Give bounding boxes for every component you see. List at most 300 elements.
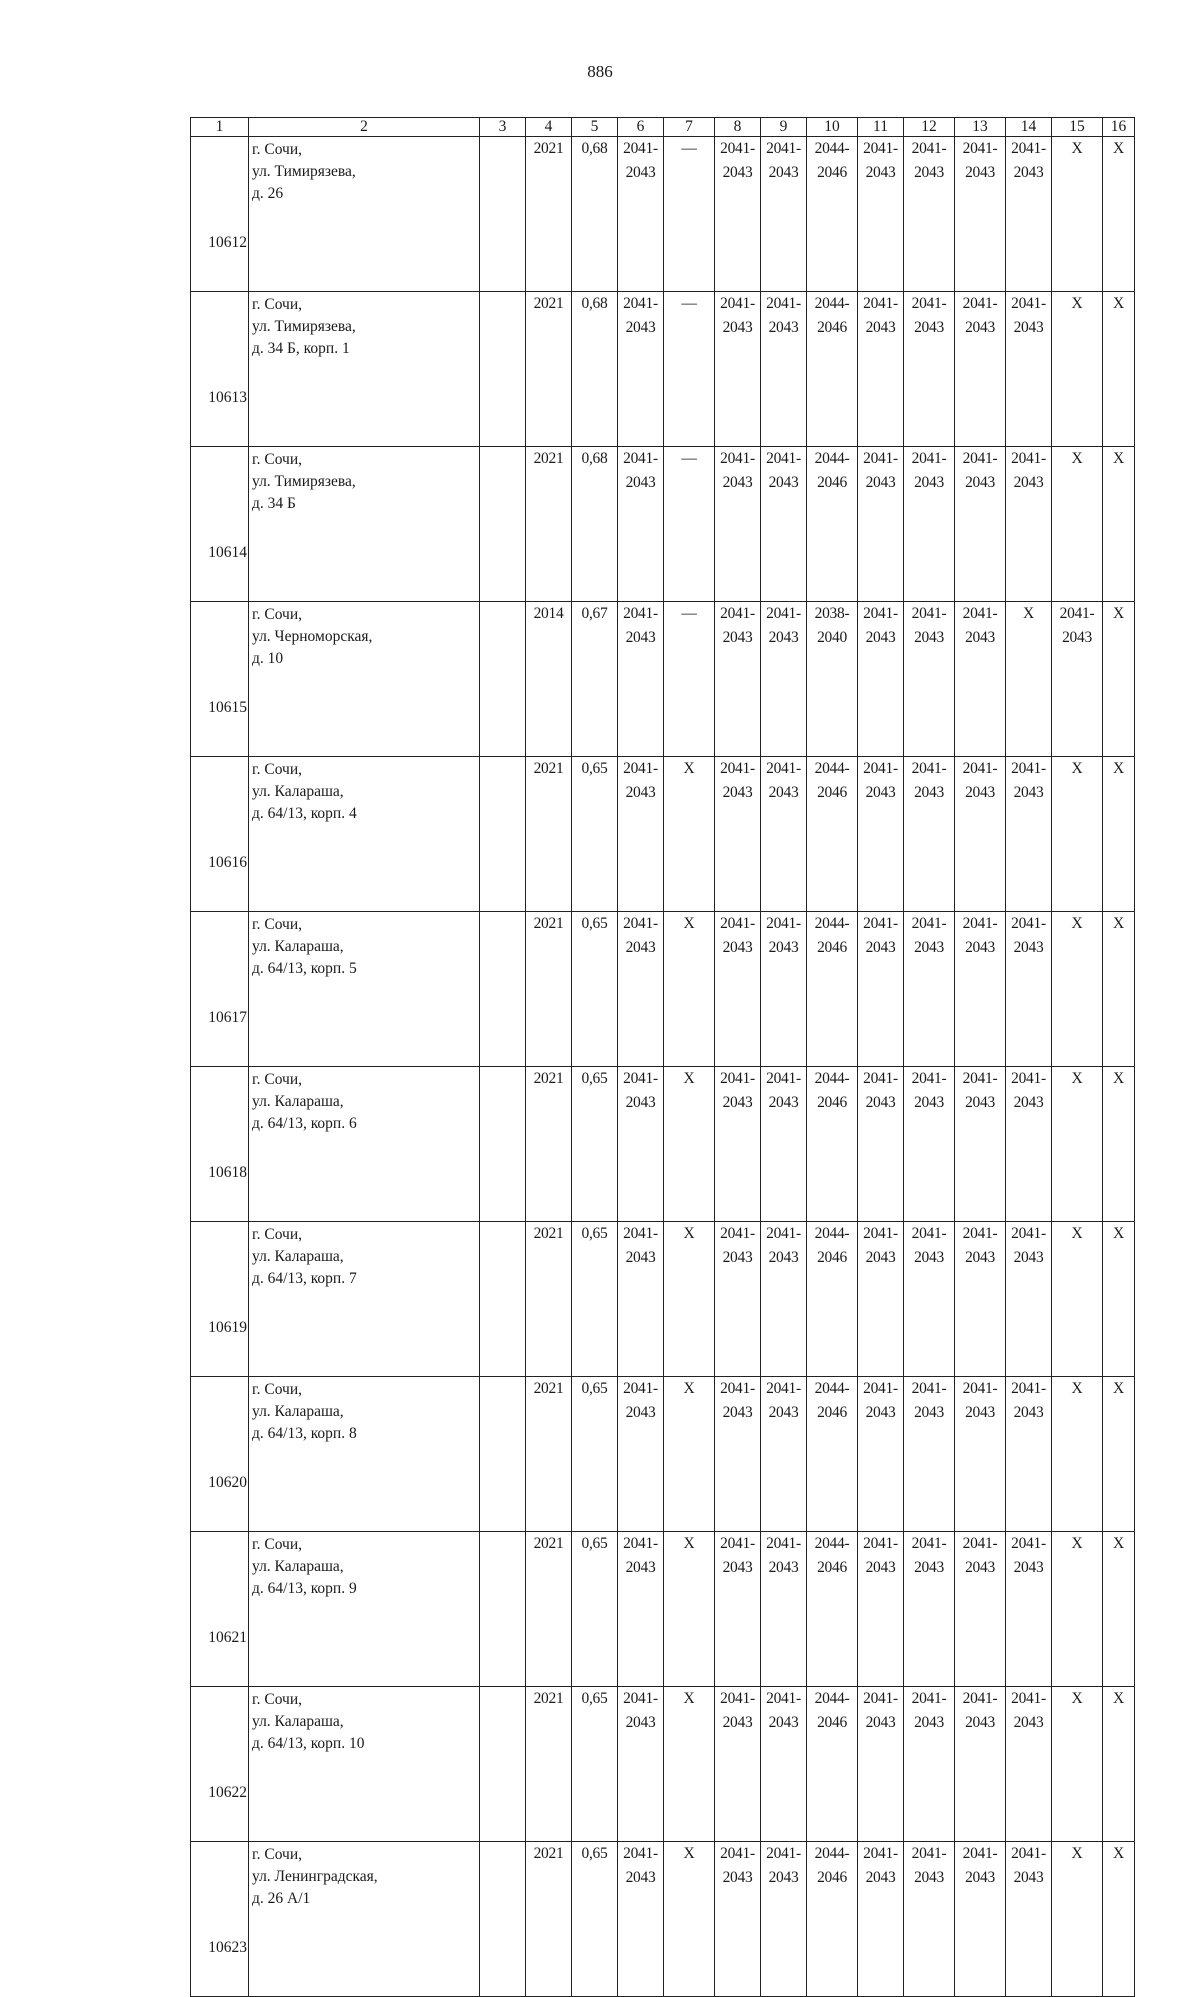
cell-col-7: X xyxy=(664,1687,715,1842)
cell-line: 2041- xyxy=(962,915,998,932)
cell-line: 2043 xyxy=(768,1094,799,1111)
cell-line: X xyxy=(1071,1070,1083,1087)
cell-line: 2043 xyxy=(865,1869,896,1886)
cell-col-16: X xyxy=(1103,1222,1135,1377)
row-number-cell: 10623 xyxy=(191,1842,249,1997)
cell-col-9 xyxy=(761,602,807,757)
cell-col-12 xyxy=(904,292,955,447)
column-header-13: 13 xyxy=(955,118,1006,137)
cell-line: 2041- xyxy=(863,1535,898,1552)
address-cell xyxy=(249,602,480,757)
address-cell xyxy=(249,1842,480,1997)
table-row xyxy=(191,447,1135,602)
cell-line: 2041- xyxy=(911,295,947,312)
cell-col-8 xyxy=(715,912,761,1067)
cell-col-3 xyxy=(480,1687,526,1842)
cell-line: 2041- xyxy=(863,760,898,777)
address-line: г. Сочи, xyxy=(252,141,303,158)
address-line: ул. Калараша, xyxy=(252,1713,344,1730)
cell-line: 2043 xyxy=(914,474,944,491)
address-line: г. Сочи, xyxy=(252,1846,303,1863)
cell-line: 2043 xyxy=(768,1249,799,1266)
cell-col-6 xyxy=(618,912,664,1067)
cell-col-13 xyxy=(955,1222,1006,1377)
cell-col-5: 0,65 xyxy=(572,912,618,1067)
cell-col-10 xyxy=(807,447,858,602)
cell-col-4: 2021 xyxy=(526,447,572,602)
address-line: д. 64/13, корп. 10 xyxy=(252,1735,365,1752)
cell-col-8 xyxy=(715,1377,761,1532)
cell-line: X xyxy=(1071,1535,1083,1552)
cell-line: 2043 xyxy=(865,1249,896,1266)
cell-col-8 xyxy=(715,1067,761,1222)
cell-line: 2046 xyxy=(817,164,847,181)
address-line: г. Сочи, xyxy=(252,1536,303,1553)
cell-line: 2043 xyxy=(865,629,896,646)
table-row xyxy=(191,292,1135,447)
cell-line: 2041- xyxy=(720,1690,755,1707)
cell-col-5: 0,68 xyxy=(572,137,618,292)
cell-line: 2043 xyxy=(965,1869,995,1886)
cell-col-7: — xyxy=(664,602,715,757)
cell-line: 2043 xyxy=(722,474,753,491)
cell-line: 2041- xyxy=(766,605,801,622)
cell-col-16: X xyxy=(1103,1067,1135,1222)
cell-col-6 xyxy=(618,1842,664,1997)
cell-line: 2043 xyxy=(965,474,995,491)
cell-col-13 xyxy=(955,912,1006,1067)
cell-line: 2043 xyxy=(722,1404,753,1421)
cell-col-12 xyxy=(904,1377,955,1532)
cell-line: 2041- xyxy=(720,605,755,622)
cell-line: 2041- xyxy=(962,605,998,622)
cell-col-9 xyxy=(761,1377,807,1532)
cell-col-7: X xyxy=(664,1067,715,1222)
cell-col-4: 2021 xyxy=(526,1687,572,1842)
address-line: д. 64/13, корп. 7 xyxy=(252,1270,357,1287)
cell-line: X xyxy=(1071,1845,1083,1862)
cell-col-8 xyxy=(715,1687,761,1842)
cell-col-9 xyxy=(761,1532,807,1687)
cell-line: 2041- xyxy=(911,915,947,932)
cell-col-8 xyxy=(715,757,761,912)
cell-line: 2041- xyxy=(1059,605,1095,622)
cell-col-6 xyxy=(618,1067,664,1222)
cell-line: X xyxy=(1071,450,1083,467)
cell-line: X xyxy=(1071,1690,1083,1707)
cell-line: 2043 xyxy=(1013,939,1044,956)
cell-line: 2043 xyxy=(914,1869,944,1886)
cell-line: 2041- xyxy=(623,605,658,622)
cell-col-11 xyxy=(858,1067,904,1222)
cell-line: 2041- xyxy=(911,1070,947,1087)
column-header-8: 8 xyxy=(715,118,761,137)
address-line: д. 64/13, корп. 9 xyxy=(252,1580,357,1597)
table-body xyxy=(191,137,1135,1997)
cell-line: 2041- xyxy=(720,1380,755,1397)
cell-col-16: X xyxy=(1103,757,1135,912)
table-row xyxy=(191,602,1135,757)
row-number-cell: 10618 xyxy=(191,1067,249,1222)
cell-line: 2041- xyxy=(1011,760,1046,777)
cell-col-14 xyxy=(1006,292,1052,447)
cell-col-14 xyxy=(1006,137,1052,292)
cell-col-10 xyxy=(807,1532,858,1687)
row-number-cell: 10616 xyxy=(191,757,249,912)
cell-line: 2041- xyxy=(863,140,898,157)
cell-line: 2041- xyxy=(962,1380,998,1397)
address-line: ул. Калараша, xyxy=(252,1248,344,1265)
cell-line: 2046 xyxy=(817,1559,847,1576)
cell-line: 2041- xyxy=(623,1690,658,1707)
cell-line: 2041- xyxy=(1011,140,1046,157)
cell-line: 2041- xyxy=(623,140,658,157)
cell-col-8 xyxy=(715,1842,761,1997)
page-number: 886 xyxy=(587,62,613,81)
cell-line: 2041- xyxy=(863,1070,898,1087)
cell-line: 2043 xyxy=(1013,1714,1044,1731)
cell-line: 2041- xyxy=(623,1845,658,1862)
cell-col-11 xyxy=(858,292,904,447)
cell-col-12 xyxy=(904,1067,955,1222)
cell-col-6 xyxy=(618,602,664,757)
cell-col-7: — xyxy=(664,447,715,602)
cell-col-4: 2014 xyxy=(526,602,572,757)
column-number-row xyxy=(191,118,1135,137)
table-row xyxy=(191,1067,1135,1222)
cell-col-15 xyxy=(1052,1842,1103,1997)
address-line: д. 64/13, корп. 4 xyxy=(252,805,357,822)
cell-line: 2044- xyxy=(814,915,850,932)
cell-line: 2041- xyxy=(720,915,755,932)
cell-col-6 xyxy=(618,137,664,292)
cell-col-6 xyxy=(618,292,664,447)
cell-col-16: X xyxy=(1103,912,1135,1067)
cell-line: 2043 xyxy=(625,939,656,956)
address-line: ул. Калараша, xyxy=(252,938,344,955)
cell-line: 2046 xyxy=(817,1869,847,1886)
row-number-cell: 10620 xyxy=(191,1377,249,1532)
cell-line: 2041- xyxy=(911,760,947,777)
cell-line: 2044- xyxy=(814,450,850,467)
address-line: д. 34 Б, корп. 1 xyxy=(252,340,350,357)
cell-line: 2041- xyxy=(1011,1070,1046,1087)
cell-col-3 xyxy=(480,1377,526,1532)
cell-col-10 xyxy=(807,912,858,1067)
cell-col-3 xyxy=(480,757,526,912)
cell-line: 2044- xyxy=(814,1070,850,1087)
table-row xyxy=(191,137,1135,292)
cell-line: 2041- xyxy=(863,450,898,467)
cell-col-12 xyxy=(904,1842,955,1997)
cell-line: 2043 xyxy=(965,1404,995,1421)
cell-col-6 xyxy=(618,757,664,912)
cell-line: 2043 xyxy=(965,1714,995,1731)
cell-col-16: X xyxy=(1103,447,1135,602)
cell-col-13 xyxy=(955,292,1006,447)
cell-col-3 xyxy=(480,1842,526,1997)
cell-col-13 xyxy=(955,1842,1006,1997)
cell-col-12 xyxy=(904,1222,955,1377)
cell-line: 2043 xyxy=(768,164,799,181)
cell-col-8 xyxy=(715,602,761,757)
address-cell xyxy=(249,757,480,912)
cell-line: 2044- xyxy=(814,760,850,777)
cell-col-9 xyxy=(761,757,807,912)
cell-col-4: 2021 xyxy=(526,1532,572,1687)
address-cell xyxy=(249,1532,480,1687)
address-cell xyxy=(249,1377,480,1532)
cell-line: 2041- xyxy=(962,760,998,777)
cell-line: 2043 xyxy=(625,1714,656,1731)
cell-col-11 xyxy=(858,1532,904,1687)
cell-line: 2041- xyxy=(962,295,998,312)
cell-col-15 xyxy=(1052,292,1103,447)
cell-col-9 xyxy=(761,1687,807,1842)
address-line: г. Сочи, xyxy=(252,451,303,468)
cell-line: 2043 xyxy=(965,319,995,336)
cell-line: 2046 xyxy=(817,1404,847,1421)
cell-col-5: 0,67 xyxy=(572,602,618,757)
cell-col-11 xyxy=(858,447,904,602)
cell-line: X xyxy=(1023,605,1034,622)
cell-line: 2046 xyxy=(817,1094,847,1111)
cell-col-14 xyxy=(1006,1842,1052,1997)
cell-col-5: 0,65 xyxy=(572,1842,618,1997)
cell-line: 2041- xyxy=(766,140,801,157)
cell-col-15 xyxy=(1052,602,1103,757)
cell-line: 2041- xyxy=(623,1380,658,1397)
cell-line: 2041- xyxy=(911,1845,947,1862)
cell-line: 2041- xyxy=(766,1225,801,1242)
row-number-cell: 10619 xyxy=(191,1222,249,1377)
cell-col-15 xyxy=(1052,757,1103,912)
cell-line: 2041- xyxy=(863,1690,898,1707)
cell-col-11 xyxy=(858,757,904,912)
cell-line: 2043 xyxy=(1013,319,1044,336)
address-line: ул. Черноморская, xyxy=(252,628,373,645)
cell-col-13 xyxy=(955,137,1006,292)
cell-line: 2043 xyxy=(1062,629,1092,646)
cell-col-12 xyxy=(904,137,955,292)
cell-col-7: X xyxy=(664,1532,715,1687)
cell-line: 2043 xyxy=(722,1869,753,1886)
cell-col-8 xyxy=(715,292,761,447)
cell-line: 2041- xyxy=(766,760,801,777)
cell-col-12 xyxy=(904,912,955,1067)
cell-col-6 xyxy=(618,1377,664,1532)
cell-col-4: 2021 xyxy=(526,1842,572,1997)
cell-col-14 xyxy=(1006,1687,1052,1842)
address-line: ул. Тимирязева, xyxy=(252,473,356,490)
cell-col-7: X xyxy=(664,1377,715,1532)
cell-col-6 xyxy=(618,1222,664,1377)
cell-line: 2044- xyxy=(814,1535,850,1552)
address-line: г. Сочи, xyxy=(252,1226,303,1243)
cell-line: 2041- xyxy=(962,1225,998,1242)
cell-line: 2043 xyxy=(965,1559,995,1576)
cell-line: 2043 xyxy=(865,319,896,336)
row-number-cell: 10612 xyxy=(191,137,249,292)
register-table xyxy=(190,117,1135,1997)
cell-col-5: 0,65 xyxy=(572,757,618,912)
address-line: д. 26 А/1 xyxy=(252,1890,311,1907)
cell-col-15 xyxy=(1052,1067,1103,1222)
cell-line: 2041- xyxy=(623,915,658,932)
cell-col-5: 0,65 xyxy=(572,1532,618,1687)
cell-col-12 xyxy=(904,447,955,602)
row-number-cell: 10615 xyxy=(191,602,249,757)
cell-col-5: 0,65 xyxy=(572,1222,618,1377)
column-header-9: 9 xyxy=(761,118,807,137)
cell-line: 2043 xyxy=(722,1559,753,1576)
row-number-cell: 10613 xyxy=(191,292,249,447)
table-row xyxy=(191,1687,1135,1842)
cell-col-15 xyxy=(1052,1377,1103,1532)
address-line: г. Сочи, xyxy=(252,916,303,933)
cell-line: 2043 xyxy=(965,784,995,801)
cell-col-11 xyxy=(858,137,904,292)
address-cell xyxy=(249,1687,480,1842)
cell-col-9 xyxy=(761,1067,807,1222)
cell-col-11 xyxy=(858,1687,904,1842)
cell-col-13 xyxy=(955,1532,1006,1687)
cell-col-4: 2021 xyxy=(526,1067,572,1222)
cell-line: 2043 xyxy=(914,1094,944,1111)
cell-line: 2043 xyxy=(722,939,753,956)
cell-line: 2041- xyxy=(1011,1690,1046,1707)
cell-line: 2046 xyxy=(817,1714,847,1731)
cell-line: 2041- xyxy=(863,915,898,932)
cell-col-4: 2021 xyxy=(526,757,572,912)
cell-col-10 xyxy=(807,1222,858,1377)
cell-col-11 xyxy=(858,1842,904,1997)
cell-col-11 xyxy=(858,912,904,1067)
cell-col-6 xyxy=(618,1687,664,1842)
cell-line: 2041- xyxy=(766,1380,801,1397)
cell-line: 2043 xyxy=(625,1249,656,1266)
cell-line: 2043 xyxy=(625,629,656,646)
cell-line: 2043 xyxy=(1013,1404,1044,1421)
cell-line: 2041- xyxy=(911,1535,947,1552)
address-cell xyxy=(249,137,480,292)
address-line: ул. Калараша, xyxy=(252,1403,344,1420)
address-cell xyxy=(249,292,480,447)
row-number-cell: 10614 xyxy=(191,447,249,602)
cell-col-5: 0,65 xyxy=(572,1687,618,1842)
row-number-cell: 10622 xyxy=(191,1687,249,1842)
cell-col-14 xyxy=(1006,912,1052,1067)
column-header-12: 12 xyxy=(904,118,955,137)
table-row xyxy=(191,1532,1135,1687)
cell-line: 2043 xyxy=(914,1714,944,1731)
cell-line: 2041- xyxy=(766,450,801,467)
cell-col-11 xyxy=(858,1222,904,1377)
cell-line: 2041- xyxy=(962,450,998,467)
column-header-1: 1 xyxy=(191,118,249,137)
column-header-2: 2 xyxy=(249,118,480,137)
table-header xyxy=(191,118,1135,137)
cell-line: 2041- xyxy=(863,605,898,622)
cell-line: 2043 xyxy=(914,784,944,801)
cell-line: X xyxy=(1071,760,1083,777)
cell-line: 2041- xyxy=(911,450,947,467)
cell-line: 2040 xyxy=(817,629,847,646)
cell-col-3 xyxy=(480,137,526,292)
cell-col-12 xyxy=(904,1687,955,1842)
address-line: ул. Тимирязева, xyxy=(252,163,356,180)
cell-col-13 xyxy=(955,602,1006,757)
table-row xyxy=(191,757,1135,912)
cell-line: 2043 xyxy=(625,1559,656,1576)
cell-col-8 xyxy=(715,137,761,292)
cell-line: 2044- xyxy=(814,140,850,157)
table-row xyxy=(191,1842,1135,1997)
cell-col-3 xyxy=(480,602,526,757)
cell-line: 2043 xyxy=(865,1714,896,1731)
cell-col-13 xyxy=(955,757,1006,912)
column-header-3: 3 xyxy=(480,118,526,137)
cell-line: 2038- xyxy=(814,605,850,622)
row-number-cell: 10617 xyxy=(191,912,249,1067)
cell-line: 2041- xyxy=(1011,295,1046,312)
cell-line: 2041- xyxy=(962,1690,998,1707)
cell-line: 2043 xyxy=(965,1249,995,1266)
column-header-7: 7 xyxy=(664,118,715,137)
address-cell xyxy=(249,1222,480,1377)
cell-line: 2041- xyxy=(623,1535,658,1552)
cell-col-10 xyxy=(807,757,858,912)
cell-col-3 xyxy=(480,1067,526,1222)
cell-col-16: X xyxy=(1103,137,1135,292)
cell-col-16: X xyxy=(1103,602,1135,757)
cell-line: 2041- xyxy=(623,450,658,467)
cell-col-15 xyxy=(1052,1687,1103,1842)
cell-line: 2041- xyxy=(720,295,755,312)
cell-line: 2043 xyxy=(914,1249,944,1266)
cell-line: 2043 xyxy=(865,784,896,801)
cell-col-9 xyxy=(761,1222,807,1377)
column-header-15: 15 xyxy=(1052,118,1103,137)
cell-line: 2043 xyxy=(625,1404,656,1421)
cell-col-13 xyxy=(955,1377,1006,1532)
cell-col-7: — xyxy=(664,292,715,447)
cell-col-16: X xyxy=(1103,1687,1135,1842)
cell-line: 2043 xyxy=(768,1559,799,1576)
column-header-11: 11 xyxy=(858,118,904,137)
cell-line: 2041- xyxy=(766,1690,801,1707)
cell-line: 2046 xyxy=(817,784,847,801)
address-cell xyxy=(249,1067,480,1222)
cell-line: 2043 xyxy=(722,319,753,336)
cell-line: 2043 xyxy=(965,939,995,956)
cell-col-8 xyxy=(715,447,761,602)
cell-col-10 xyxy=(807,1687,858,1842)
cell-col-9 xyxy=(761,1842,807,1997)
row-number-cell: 10621 xyxy=(191,1532,249,1687)
cell-col-15 xyxy=(1052,447,1103,602)
cell-col-8 xyxy=(715,1532,761,1687)
cell-line: 2043 xyxy=(914,939,944,956)
cell-line: 2043 xyxy=(865,939,896,956)
cell-line: 2041- xyxy=(863,295,898,312)
address-line: д. 64/13, корп. 8 xyxy=(252,1425,357,1442)
cell-line: 2041- xyxy=(720,1535,755,1552)
table-row xyxy=(191,1377,1135,1532)
cell-line: 2043 xyxy=(1013,474,1044,491)
cell-col-12 xyxy=(904,757,955,912)
cell-line: 2041- xyxy=(863,1380,898,1397)
